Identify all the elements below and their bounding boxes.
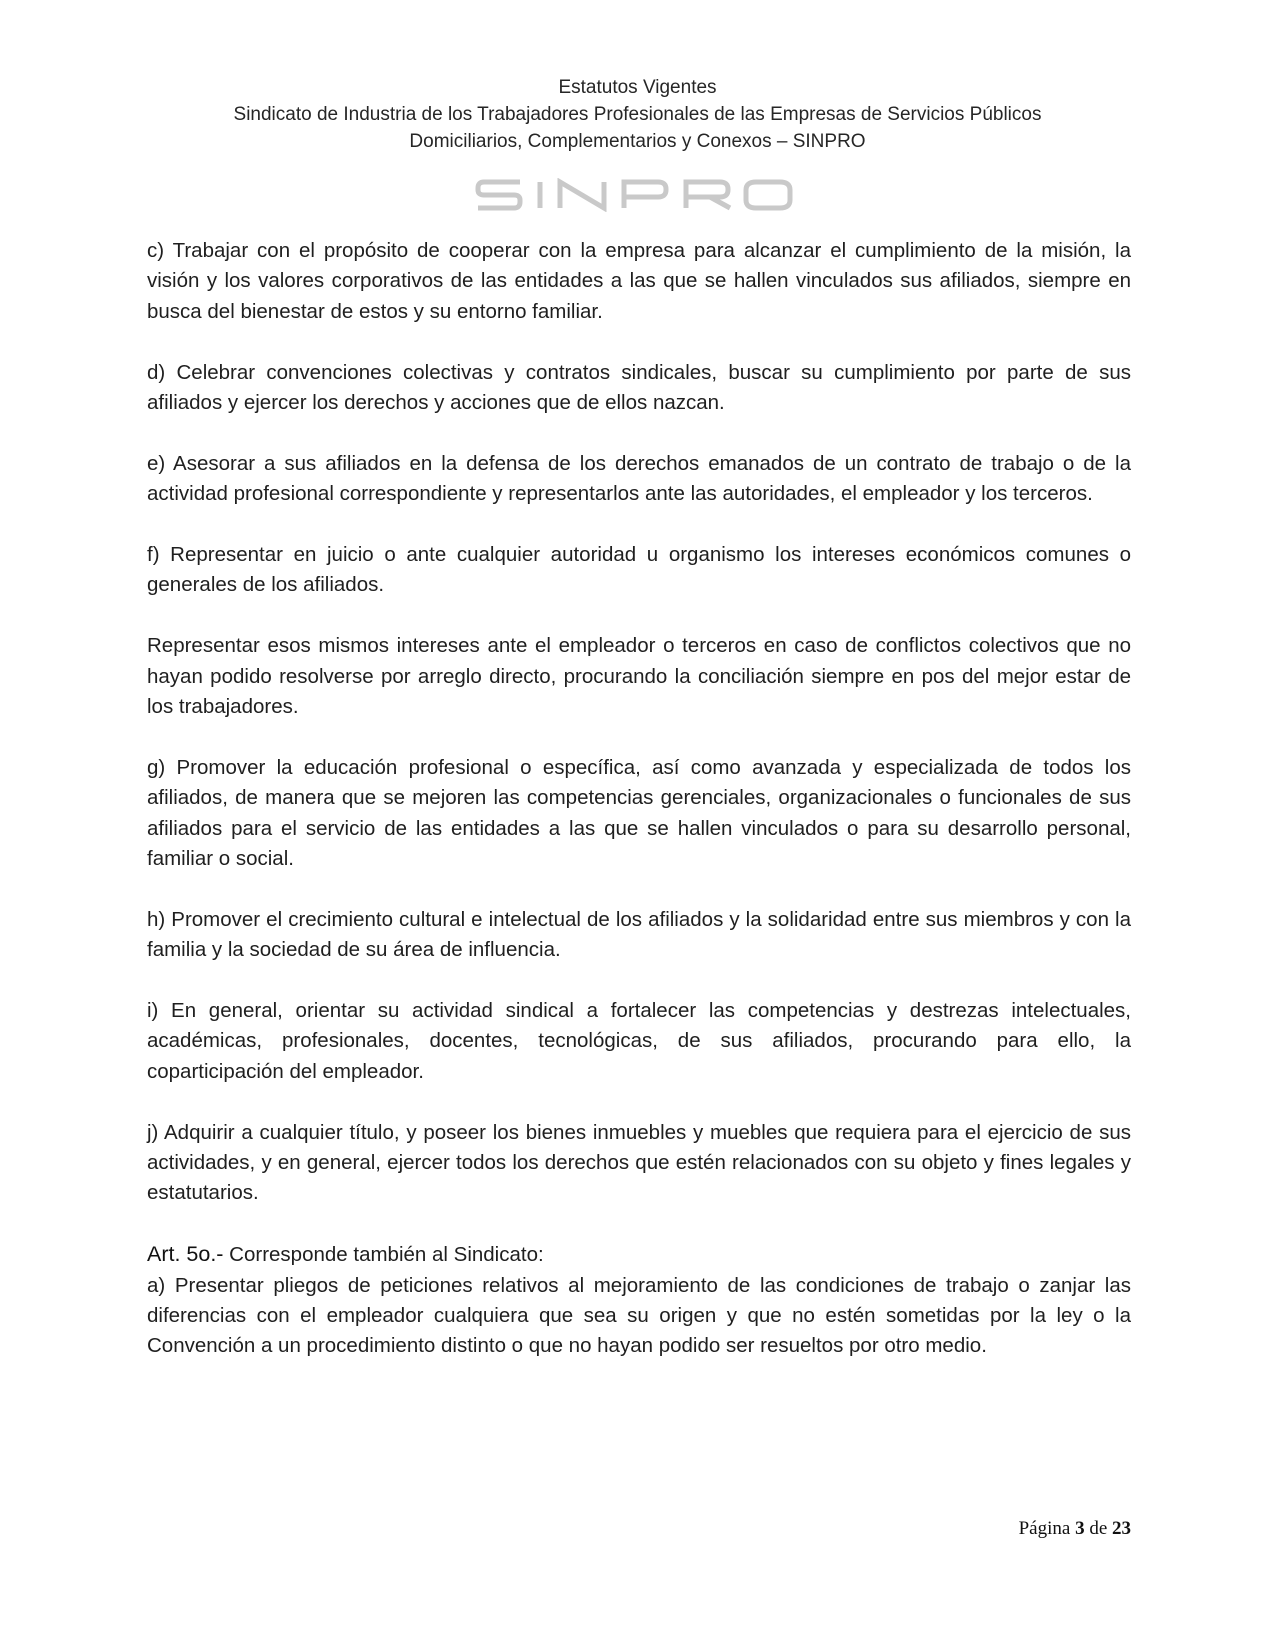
page-label: Página — [1018, 1518, 1071, 1539]
sinpro-logo — [474, 178, 794, 212]
paragraph-h: h) Promover el crecimiento cultural e intelectual de los afiliados y la solidaridad entre sus miembros y con la familia y la sociedad de su área de influencia. — [147, 907, 1131, 962]
article-5-intro — [147, 1239, 1131, 1270]
article-intro-text: Corresponde también al Sindicato: — [223, 1243, 544, 1267]
paragraph-e: e) Asesorar a sus afiliados en la defensa de los derechos emanados de un contrato de trabajo o de la actividad profesional correspondiente y representarlos ante las autoridades, el empleador y los terceros. — [147, 451, 1131, 506]
paragraph-i: i) En general, orientar su actividad sindical a fortalecer las competencias y destrezas intelectuales, académicas, profesionales, docentes, tecnológicas, de sus afiliados, procurando para ello, la coparticipación del empleador. — [147, 999, 1131, 1083]
document-body — [147, 236, 1131, 1392]
paragraph-f: f) Representar en juicio o ante cualquier autoridad u organismo los intereses económicos comunes o generales de los afiliados. — [147, 543, 1131, 597]
total-pages: 23 — [1112, 1518, 1131, 1539]
sinpro-logo-icon — [474, 178, 794, 212]
paragraph-f-continued: Representar esos mismos intereses ante el empleador o terceros en caso de conflictos colectivos que no hayan podido resolverse por arreglo directo, procurando la conciliación siempre en pos del mejor estar de los trabajadores. — [147, 634, 1131, 719]
header-org-name: Sindicato de Industria de los Trabajadores Profesionales de las Empresas de Servicios Públicos — [233, 104, 1042, 125]
paragraph-g: g) Promover la educación profesional o específica, así como avanzada y especializada de todos los afiliados, de manera que se mejoren las competencias gerenciales, organizacionales o funcionales de sus afiliados para el servicio de las entidades a las que se hallen vinculados o para su desarrollo personal, familiar o social. — [147, 755, 1131, 871]
article-heading: Art. 5o.- — [147, 1242, 224, 1267]
header-org-name-cont: Domiciliarios, Complementarios y Conexos – SINPRO — [409, 131, 866, 152]
article-5-paragraph-a: a) Presentar pliegos de peticiones relativos al mejoramiento de las condiciones de trabajo o zanjar las diferencias con el empleador cualquiera que sea su origen y que no estén sometidas por la ley o la Convención a un procedimiento distinto o que no hayan podido ser resueltos por otro medio. — [147, 1273, 1131, 1358]
paragraph-c: c) Trabajar con el propósito de cooperar con la empresa para alcanzar el cumplimiento de la misión, la visión y los valores corporativos de las entidades a las que se hallen vinculados sus afiliados, siempre en busca del bienestar de estos y su entorno familiar. — [147, 239, 1131, 323]
paragraph-d: d) Celebrar convenciones colectivas y contratos sindicales, buscar su cumplimiento por parte de sus afiliados y ejercer los derechos y acciones que de ellos nazcan. — [147, 360, 1131, 415]
page-header — [0, 74, 1275, 155]
page-number: 3 — [1075, 1518, 1085, 1539]
paragraph-j: j) Adquirir a cualquier título, y poseer los bienes inmuebles y muebles que requiera para el ejercicio de sus actividades, y en general, ejercer todos los derechos que estén relacionados con su objeto y fines legales y estatutarios. — [147, 1120, 1131, 1205]
header-title: Estatutos Vigentes — [558, 77, 717, 98]
page-footer — [900, 1518, 1131, 1540]
of-label: de — [1089, 1518, 1108, 1539]
